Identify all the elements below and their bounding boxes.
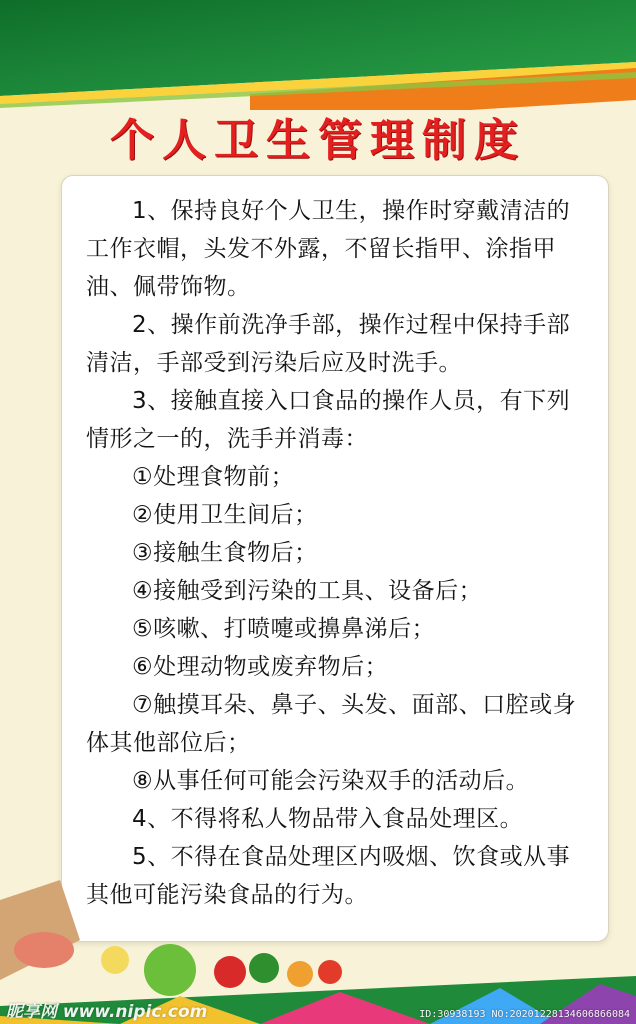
rule-item: ⑤咳嗽、打喷嚏或擤鼻涕后；	[132, 616, 436, 642]
lettuce-image	[144, 944, 196, 996]
pepper-red-image	[318, 960, 342, 984]
tomato-image	[214, 956, 246, 988]
pepper-image	[287, 961, 313, 987]
poster-title: 个人卫生管理制度	[110, 115, 526, 166]
broccoli-image	[249, 953, 279, 983]
rule-item: 3、接触直接入口食品的操作人员，有下列情形之一的，洗手并消毒：	[86, 388, 571, 452]
rule-item: ③接触生食物后；	[132, 540, 318, 566]
rule-item: ④接触受到污染的工具、设备后；	[132, 578, 483, 604]
rule-item: ②使用卫生间后；	[132, 502, 318, 528]
watermark-id: ID:30938193 NO:20201228134606866084	[419, 1009, 630, 1020]
rule-item: 4、不得将私人物品带入食品处理区。	[132, 806, 524, 832]
rule-item: 1、保持良好个人卫生，操作时穿戴清洁的工作衣帽，头发不外露，不留长指甲、涂指甲油、佩带饰物。	[86, 198, 571, 300]
rule-item: 2、操作前洗净手部，操作过程中保持手部清洁，手部受到污染后应及时洗手。	[86, 312, 571, 376]
rules-list	[86, 192, 586, 914]
lemon-image	[101, 946, 129, 974]
rule-item: ⑥处理动物或废弃物后；	[132, 654, 389, 680]
rule-item: ⑧从事任何可能会污染双手的活动后。	[132, 768, 530, 794]
watermark-logo: 昵享网 www.nipic.com	[6, 1002, 208, 1022]
header-band	[0, 0, 636, 110]
rule-item: ①处理食物前；	[132, 464, 295, 490]
rules-panel	[61, 175, 609, 942]
rule-item: ⑦触摸耳朵、鼻子、头发、面部、口腔或身体其他部位后；	[86, 692, 577, 756]
salmon-image	[14, 932, 74, 968]
rule-item: 5、不得在食品处理区内吸烟、饮食或从事其他可能污染食品的行为。	[86, 844, 571, 908]
